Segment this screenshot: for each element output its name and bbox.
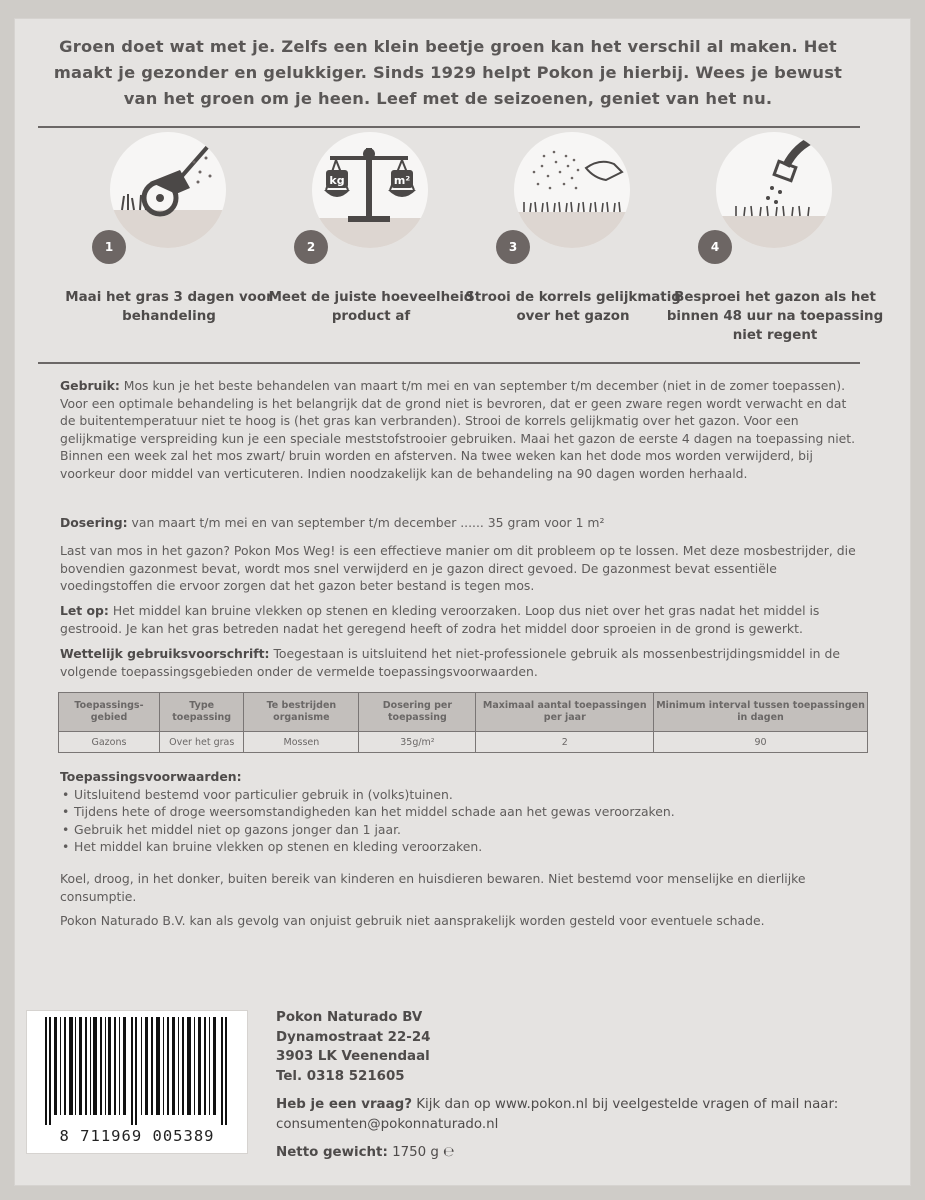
- dosering-paragraph: [60, 514, 860, 532]
- let-op-text: Het middel kan bruine vlekken op stenen en kleding veroorzaken. Loop dus niet over het gras nadat het middel is gestrooid. Je kan het gras betreden nadat het geregend heeft of zodra het middel door sproeien in de grond is gewerkt.: [60, 603, 820, 636]
- dosering-label: Dosering:: [60, 515, 128, 530]
- question-line: [276, 1095, 876, 1134]
- let-op-label: Let op:: [60, 603, 109, 618]
- net-weight-value: 1750 g ℮: [392, 1145, 455, 1160]
- table-cell: Over het gras: [159, 732, 243, 753]
- intro-text: Groen doet wat met je. Zelfs een klein beetje groen kan het verschil al maken. Het maakt je gezonder en gelukkiger. Sinds 1929 helpt Pokon je hierbij. Wees je bewust van het groen om je heen. Leef met de seizoenen, geniet van het nu.: [53, 37, 843, 108]
- wettelijk-paragraph: [60, 645, 860, 680]
- table-header-row: [59, 693, 868, 732]
- table-cell: 35g/m²: [359, 732, 476, 753]
- table-header: Maximaal aantal toepassingen per jaar: [476, 693, 654, 732]
- scale-m2-label: m²: [393, 174, 411, 187]
- list-item: • Gebruik het middel niet op gazons jonger dan 1 jaar.: [60, 821, 860, 839]
- table-row: [59, 732, 868, 753]
- divider-middle: [38, 362, 860, 364]
- list-item: • Tijdens hete of droge weersomstandigheden kan het middel schade aan het gewas veroorzaken.: [60, 803, 860, 821]
- gebruik-paragraph: [60, 377, 860, 483]
- company-phone: Tel. 0318 521605: [276, 1068, 405, 1084]
- gebruik-text: Mos kun je het beste behandelen van maart t/m mei en van september t/m december (niet in de zomer toepassen). Voor een optimale behandeling is het belangrijk dat de grond niet is bevroren, dat er geen zware regen wordt verwacht en dat de buitentemperatuur niet te hoog is (het gras kan verbranden). Strooi de korrels gelijkmatig over het gazon. Voor een gelijkmatige verspreiding kun je een speciale meststofstrooier gebruiken. Maai het gazon de eerste 4 dagen na toepassing niet. Binnen een week zal het mos zwart/ bruin worden en afsterven. Na twee weken kan het dode mos worden verwijderd, bij voorkeur door middel van verticuteren. Indien noodzakelijk kan de behandeling na 90 dagen worden herhaald.: [60, 378, 856, 481]
- wettelijk-label: Wettelijk gebruiksvoorschrift:: [60, 646, 270, 661]
- company-street: Dynamostraat 22-24: [276, 1029, 431, 1045]
- voorwaarden-section: [60, 768, 860, 856]
- step-number: 4: [698, 230, 732, 264]
- voorwaarden-list: [60, 786, 860, 856]
- lawnmower-icon: [110, 132, 226, 248]
- company-info: [276, 1008, 876, 1163]
- step-label: Meet de juiste hoeveelheid product af: [268, 290, 474, 324]
- wettelijk-text: Toegestaan is uitsluitend het niet-professionele gebruik als mossenbestrijdingsmiddel in de volgende toepassingsgebieden onder de vermelde toepassingsvoorwaarden.: [60, 646, 840, 679]
- barcode-bars: [35, 1017, 239, 1125]
- step-label: Strooi de korrels gelijkmatig over het gazon: [465, 290, 681, 324]
- aansprakelijk-paragraph: Pokon Naturado B.V. kan als gevolg van onjuist gebruik niet aansprakelijk worden gesteld voor eventuele schade.: [60, 913, 765, 928]
- usage-table: [58, 692, 868, 753]
- table-header: Te bestrijden organisme: [244, 693, 359, 732]
- step-number: 1: [92, 230, 126, 264]
- bewaren-paragraph: Koel, droog, in het donker, buiten bereik van kinderen en huisdieren bewaren. Niet bestemd voor menselijke en dierlijke consumptie.: [60, 871, 806, 904]
- let-op-paragraph: [60, 602, 860, 637]
- scale-kg-label: kg: [329, 174, 345, 187]
- table-cell: Mossen: [244, 732, 359, 753]
- table-header: Type toepassing: [159, 693, 243, 732]
- barcode-number: 8 711969 005389: [59, 1127, 215, 1145]
- dosering-text: van maart t/m mei en van september t/m december ...... 35 gram voor 1 m²: [131, 515, 605, 530]
- step-number: 2: [294, 230, 328, 264]
- list-item: • Uitsluitend bestemd voor particulier gebruik in (volks)tuinen.: [60, 786, 860, 804]
- table-header: Minimum interval tussen toepassingen in dagen: [654, 693, 868, 732]
- table-cell: 90: [654, 732, 868, 753]
- company-name: Pokon Naturado BV: [276, 1010, 423, 1025]
- question-text: Kijk dan op www.pokon.nl bij veelgestelde vragen of mail naar: consumenten@pokonnaturado.nl: [276, 1097, 839, 1132]
- question-label: Heb je een vraag?: [276, 1097, 412, 1112]
- net-weight-line: [276, 1143, 876, 1163]
- divider-top: [38, 126, 860, 128]
- table-cell: Gazons: [59, 732, 160, 753]
- scale-icon: [312, 132, 428, 248]
- hand-spreading-icon: [514, 132, 630, 248]
- last-van-mos-paragraph: Last van mos in het gazon? Pokon Mos Weg! is een effectieve manier om dit probleem op te lossen. Met deze mosbestrijder, die bovendien gazonmest bevat, wordt mos snel verwijderd en je gazon direct gevoed. De gazonmest bevat essentiële voedingstoffen die ervoor zorgen dat het gazon beter bestand is tegen mos.: [60, 543, 856, 594]
- table-header: Dosering per toepassing: [359, 693, 476, 732]
- step-label: Besproei het gazon als het binnen 48 uur na toepassing niet regent: [666, 290, 884, 343]
- company-city: 3903 LK Veenendaal: [276, 1049, 430, 1064]
- list-item: • Het middel kan bruine vlekken op stenen en kleding veroorzaken.: [60, 838, 860, 856]
- hose-icon: [716, 132, 832, 248]
- gebruik-label: Gebruik:: [60, 378, 120, 393]
- voorwaarden-title: Toepassingsvoorwaarden:: [60, 769, 242, 784]
- step-number: 3: [496, 230, 530, 264]
- step-label: Maai het gras 3 dagen voor behandeling: [65, 290, 273, 324]
- table-cell: 2: [476, 732, 654, 753]
- net-weight-label: Netto gewicht:: [276, 1145, 388, 1160]
- table-header: Toepassings-gebied: [59, 693, 160, 732]
- barcode: [26, 1010, 248, 1154]
